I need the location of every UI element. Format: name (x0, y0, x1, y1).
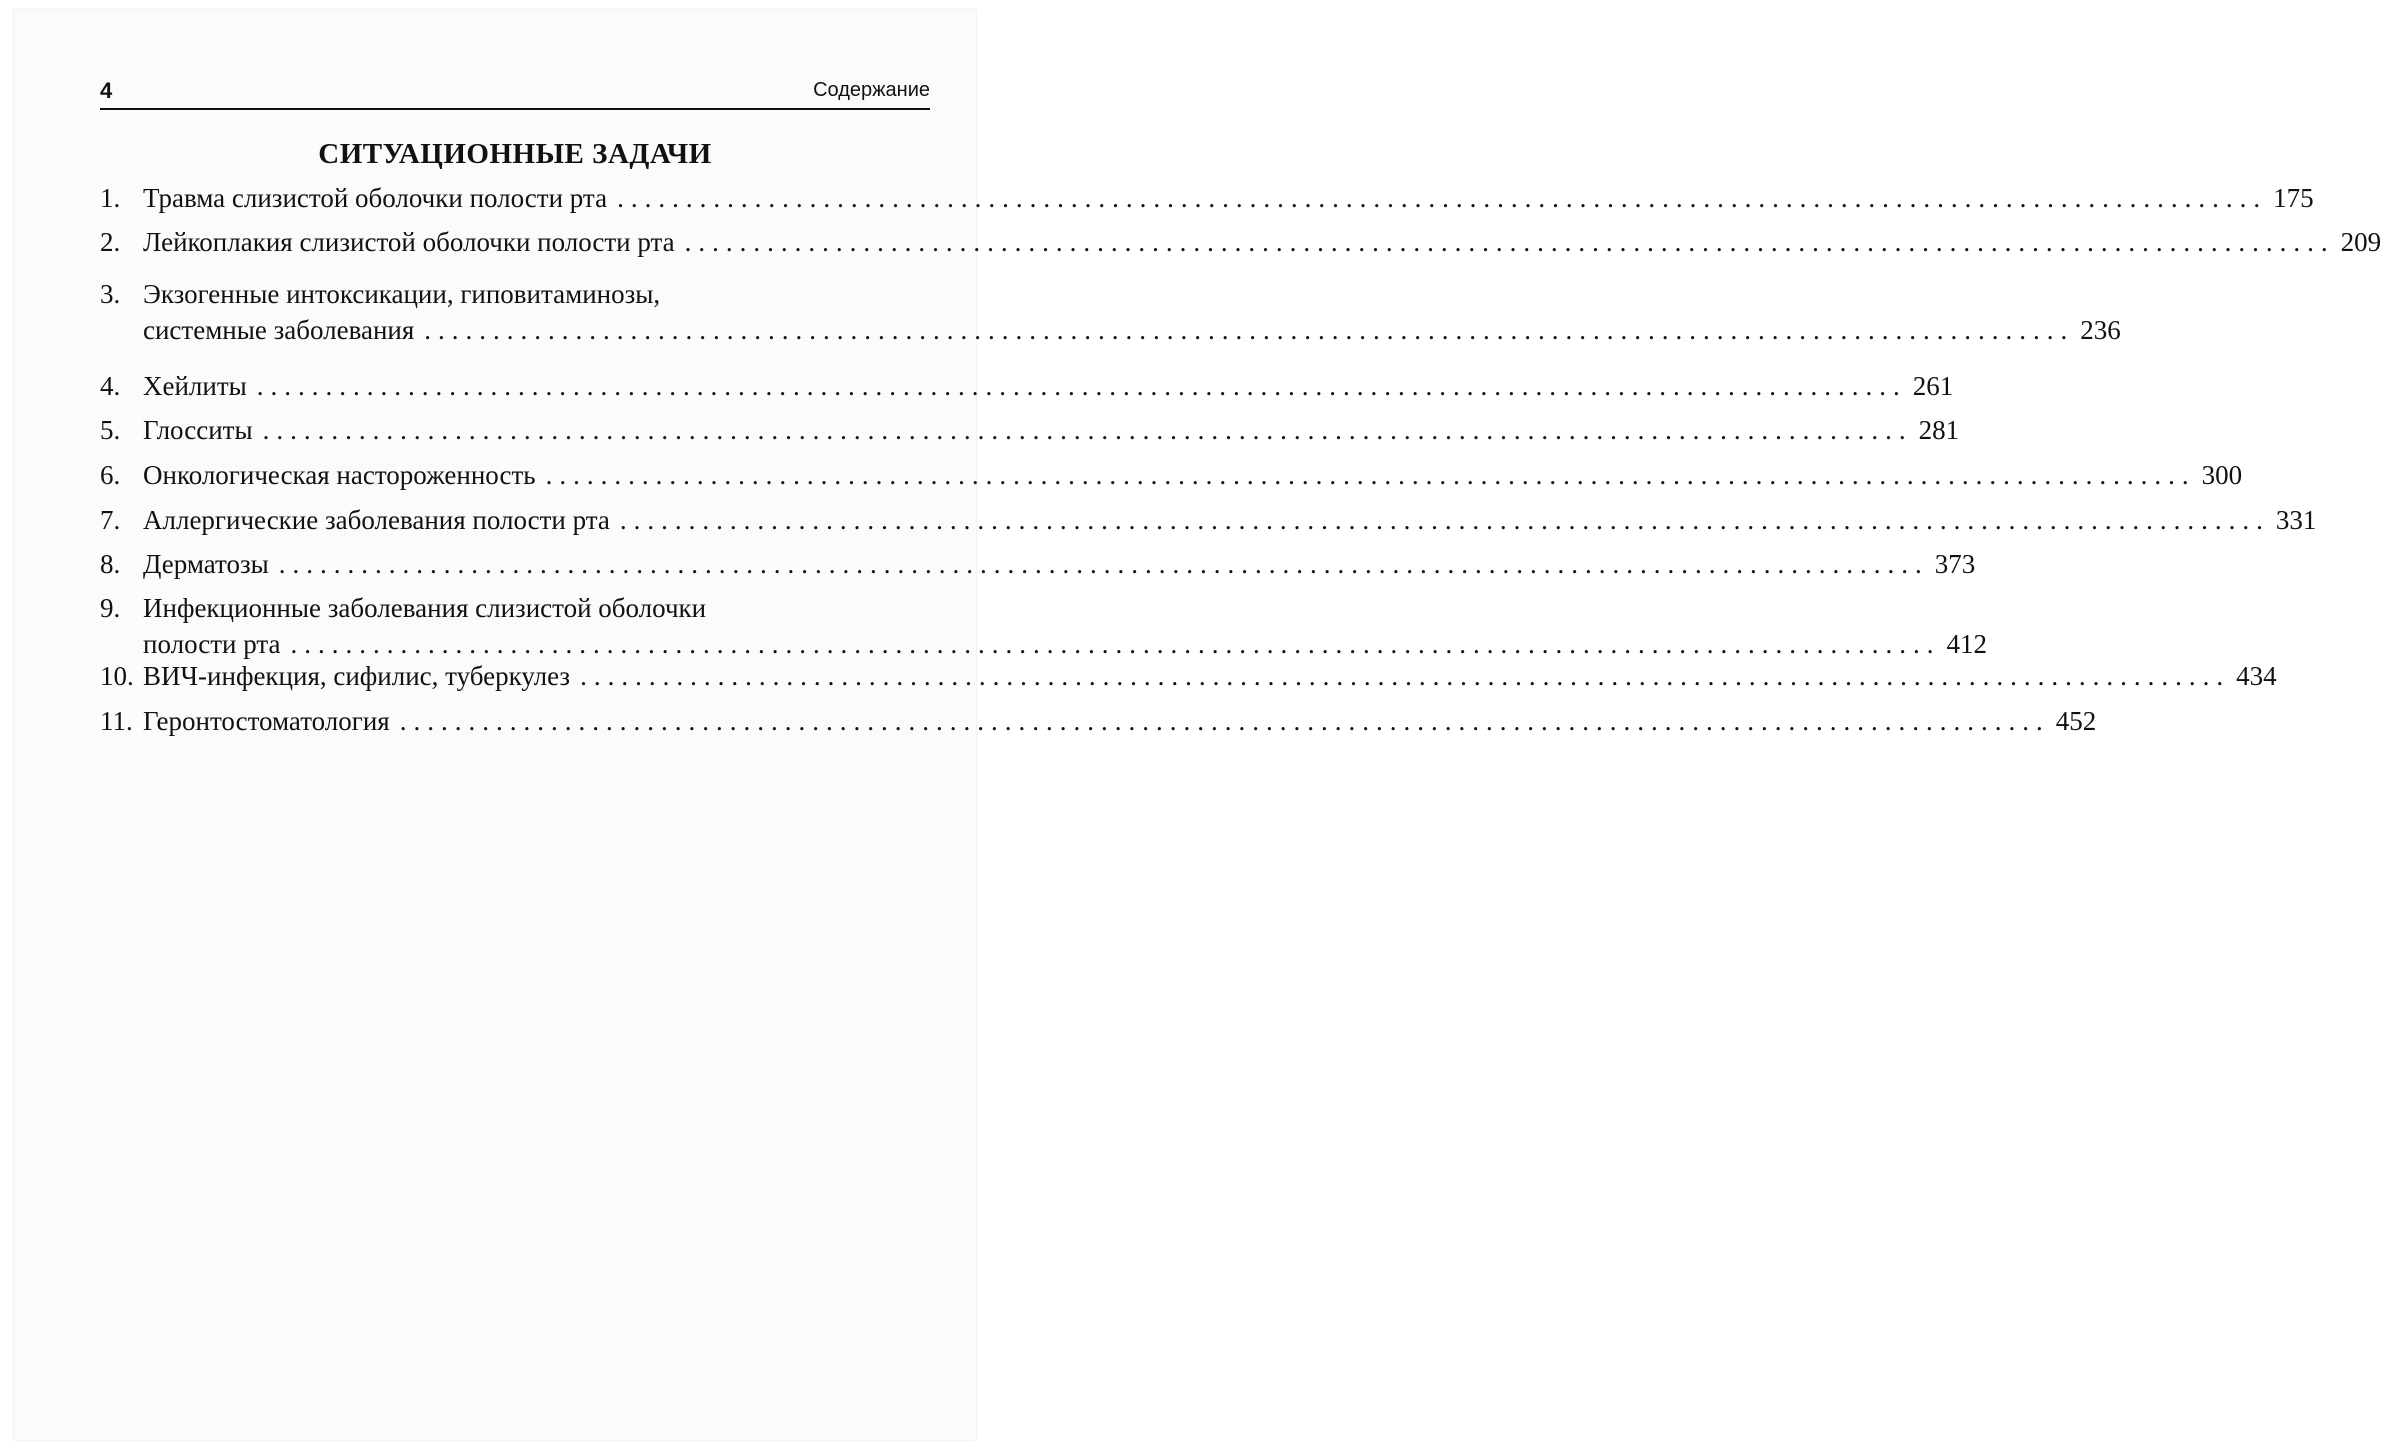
toc-entry-page: 175 (2273, 183, 2314, 213)
toc-entry-number: 2. (100, 227, 121, 257)
toc-entry-title: Онкологическая настороженность (143, 460, 536, 490)
toc-leader-dots: ........................................................................................................................ (424, 315, 2075, 345)
section-title: СИТУАЦИОННЫЕ ЗАДАЧИ (318, 138, 712, 170)
toc-leader-dots: ........................................................................................................................ (580, 661, 2231, 691)
toc-entry-line (143, 626, 1987, 662)
toc-entry-number: 4. (100, 371, 121, 401)
toc-entry-line (143, 312, 2121, 348)
toc-entry-page: 412 (1946, 629, 1987, 659)
toc-entry-page: 281 (1918, 415, 1960, 445)
toc-entry-number: 7. (100, 505, 121, 535)
toc-entry-title: Глосситы (143, 415, 253, 445)
toc-entry-title: Травма слизистой оболочки полости рта (143, 183, 608, 213)
toc-entry-number: 9. (100, 593, 121, 623)
toc-entry-line (143, 590, 930, 626)
toc-entry-title: системные заболевания (143, 315, 415, 345)
toc-entry-line (143, 276, 930, 312)
toc-entry-line (143, 457, 2243, 493)
toc-entry-page: 300 (2201, 460, 2243, 490)
toc-entry-number: 10. (100, 661, 134, 691)
toc-leader-dots: ........................................................................................................................ (399, 706, 2050, 736)
toc-entry-line (143, 412, 1960, 448)
toc-entry-title: Инфекционные заболевания слизистой оболочки (143, 593, 707, 623)
toc-entry-title: ВИЧ-инфекция, сифилис, туберкулез (143, 661, 571, 691)
page-header (100, 78, 930, 110)
toc-entry-line (143, 180, 2314, 216)
toc-leader-dots: ........................................................................................................................ (545, 460, 2196, 490)
toc-entry-title: Аллергические заболевания полости рта (143, 505, 610, 535)
running-head: Содержание (813, 79, 930, 101)
toc-entry-page: 452 (2055, 706, 2097, 736)
toc-leader-dots: ........................................................................................................................ (256, 371, 1907, 401)
toc-leader-dots: ........................................................................................................................ (619, 505, 2270, 535)
toc-entry-page: 209 (2340, 227, 2381, 257)
toc-entry-line (143, 502, 2317, 538)
book-page (14, 10, 2381, 1440)
toc-entry-title: Экзогенные интоксикации, гиповитаминозы, (143, 279, 661, 309)
toc-entry-line (143, 224, 2381, 260)
toc-leader-dots: ........................................................................................................................ (617, 183, 2268, 213)
toc-entry-title: Дерматозы (143, 549, 269, 579)
toc-entry-page: 373 (1934, 549, 1976, 579)
toc-entry-title: Лейкоплакия слизистой оболочки полости рта (143, 227, 675, 257)
toc-entry-number: 5. (100, 415, 121, 445)
toc-entry-title: Хейлиты (143, 371, 247, 401)
toc-entry-title: полости рта (143, 629, 281, 659)
toc-entry-page: 434 (2236, 661, 2277, 691)
page-number: 4 (100, 78, 113, 103)
toc-leader-dots: ........................................................................................................................ (262, 415, 1913, 445)
toc-entry-line (143, 546, 1976, 582)
toc-leader-dots: ........................................................................................................................ (290, 629, 1941, 659)
toc-entry-number: 8. (100, 549, 121, 579)
toc-entry-page: 236 (2080, 315, 2121, 345)
toc-entry-page: 331 (2275, 505, 2317, 535)
toc-entry-number: 3. (100, 279, 121, 309)
toc-entry-number: 1. (100, 183, 121, 213)
toc-entry-number: 11. (100, 706, 133, 736)
toc-entry-line (143, 658, 2277, 694)
toc-entry-line (143, 368, 1954, 404)
toc-entry-line (143, 703, 2097, 739)
toc-entry-title: Геронтостоматология (143, 706, 390, 736)
toc-entry-page: 261 (1912, 371, 1954, 401)
toc-entry-number: 6. (100, 460, 121, 490)
toc-leader-dots: ........................................................................................................................ (278, 549, 1929, 579)
toc-leader-dots: ........................................................................................................................ (684, 227, 2335, 257)
